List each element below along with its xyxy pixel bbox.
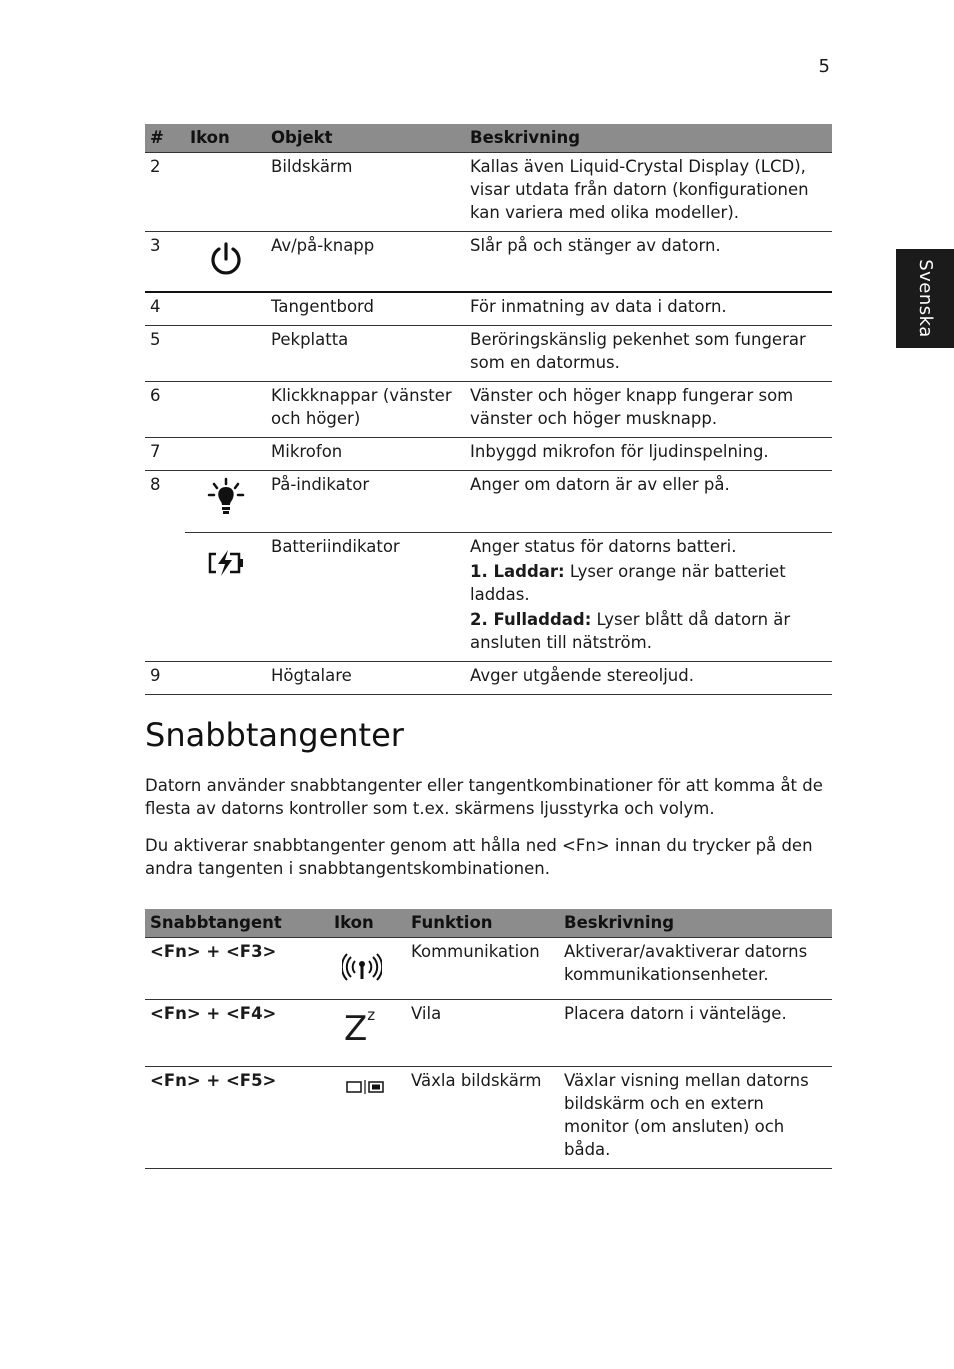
hotkey-description: Placera datorn i vänteläge. (559, 1000, 832, 1067)
row-icon (185, 326, 266, 382)
battery-status-full (470, 608, 827, 654)
hotkey-description: Växlar visning mellan datorns bildskärm och en extern monitor (om ansluten) och båda. (559, 1067, 832, 1169)
components-table (145, 124, 832, 695)
table-row (145, 292, 832, 326)
intro-paragraph: Datorn använder snabbtangenter eller tangentkombinationer för att komma åt de flesta av datorns kontroller som t.ex. skärmens ljusstyrka och volym. (145, 776, 823, 818)
section-heading: Snabbtangenter (145, 716, 404, 754)
row-icon (185, 438, 266, 471)
header-object: Objekt (266, 124, 465, 153)
status-label: 1. Laddar: (470, 562, 565, 581)
hotkey-icon-cell (329, 938, 406, 1000)
header-number: # (145, 124, 185, 153)
power-icon (208, 240, 244, 278)
header-hotkey: Snabbtangent (145, 909, 329, 938)
table-row (145, 533, 832, 662)
row-description: Anger om datorn är av eller på. (465, 471, 832, 533)
sleep-icon-z-small: z (367, 1006, 376, 1024)
table-row (145, 382, 832, 438)
row-icon (185, 382, 266, 438)
table-row (145, 153, 832, 232)
row-description: Inbyggd mikrofon för ljudinspelning. (465, 438, 832, 471)
wireless-communication-icon (342, 952, 382, 982)
row-number: 3 (145, 232, 185, 293)
row-icon (185, 471, 266, 533)
hotkey-function: Växla bildskärm (406, 1067, 559, 1169)
table-header-row (145, 124, 832, 153)
sleep-icon (344, 1006, 376, 1049)
table-row (145, 326, 832, 382)
row-object: Pekplatta (266, 326, 465, 382)
row-number: 5 (145, 326, 185, 382)
row-number: 9 (145, 662, 185, 695)
language-tab (896, 249, 954, 348)
header-description: Beskrivning (465, 124, 832, 153)
sleep-icon-z: Z (344, 1009, 368, 1049)
row-description: Beröringskänslig pekenhet som fungerar som en datormus. (465, 326, 832, 382)
status-text: Lyser orange när batteriet laddas. (470, 562, 786, 604)
row-icon (185, 292, 266, 326)
row-description: För inmatning av data i datorn. (465, 292, 832, 326)
battery-description: Anger status för datorns batteri. (470, 537, 737, 556)
row-number: 6 (145, 382, 185, 438)
row-number: 7 (145, 438, 185, 471)
status-label: 2. Fulladdad: (470, 610, 592, 629)
language-tab-label: Svenska (914, 259, 936, 338)
table-header-row (145, 909, 832, 938)
table-row (145, 471, 832, 533)
battery-charging-icon (206, 549, 246, 577)
hotkey-function: Kommunikation (406, 938, 559, 1000)
header-function: Funktion (406, 909, 559, 938)
table-row (145, 938, 832, 1000)
hotkeys-table (145, 909, 832, 1169)
row-description: Avger utgående stereoljud. (465, 662, 832, 695)
row-number: 8 (145, 471, 185, 662)
hotkey-description: Aktiverar/avaktiverar datorns kommunikationsenheter. (559, 938, 832, 1000)
display-toggle-icon (346, 1079, 386, 1095)
table-row (145, 662, 832, 695)
row-icon (185, 533, 266, 662)
row-icon (185, 662, 266, 695)
table-row (145, 1067, 832, 1169)
row-number: 2 (145, 153, 185, 232)
table-row (145, 438, 832, 471)
row-object: Bildskärm (266, 153, 465, 232)
hotkey-icon-cell (329, 1067, 406, 1169)
row-description (465, 533, 832, 662)
row-description: Slår på och stänger av datorn. (465, 232, 832, 293)
row-object: Batteriindikator (266, 533, 465, 662)
hotkey-combo: <Fn> + <F5> (145, 1067, 329, 1169)
row-number: 4 (145, 292, 185, 326)
table-row (145, 232, 832, 293)
hotkey-icon-cell (329, 1000, 406, 1067)
row-object: Av/på-knapp (266, 232, 465, 293)
row-object: Mikrofon (266, 438, 465, 471)
row-icon (185, 153, 266, 232)
power-indicator-icon (206, 477, 246, 519)
table-row (145, 1000, 832, 1067)
row-description: Kallas även Liquid-Crystal Display (LCD), visar utdata från datorn (konfigurationen kan variera med olika modeller). (465, 153, 832, 232)
row-object: Tangentbord (266, 292, 465, 326)
row-object: Klickknappar (vänster och höger) (266, 382, 465, 438)
row-description: Vänster och höger knapp fungerar som vänster och höger musknapp. (465, 382, 832, 438)
battery-status-charging (470, 560, 827, 606)
row-object: Högtalare (266, 662, 465, 695)
instruction-paragraph: Du aktiverar snabbtangenter genom att hålla ned <Fn> innan du trycker på den andra tangenten i snabbtangentskombinationen. (145, 836, 813, 878)
hotkey-combo: <Fn> + <F3> (145, 938, 329, 1000)
header-description: Beskrivning (559, 909, 832, 938)
status-text: Lyser blått då datorn är ansluten till nätström. (470, 610, 791, 652)
hotkey-function: Vila (406, 1000, 559, 1067)
header-icon: Ikon (329, 909, 406, 938)
row-object: På-indikator (266, 471, 465, 533)
hotkey-combo: <Fn> + <F4> (145, 1000, 329, 1067)
header-icon: Ikon (185, 124, 266, 153)
page-number: 5 (818, 56, 830, 77)
row-icon (185, 232, 266, 293)
